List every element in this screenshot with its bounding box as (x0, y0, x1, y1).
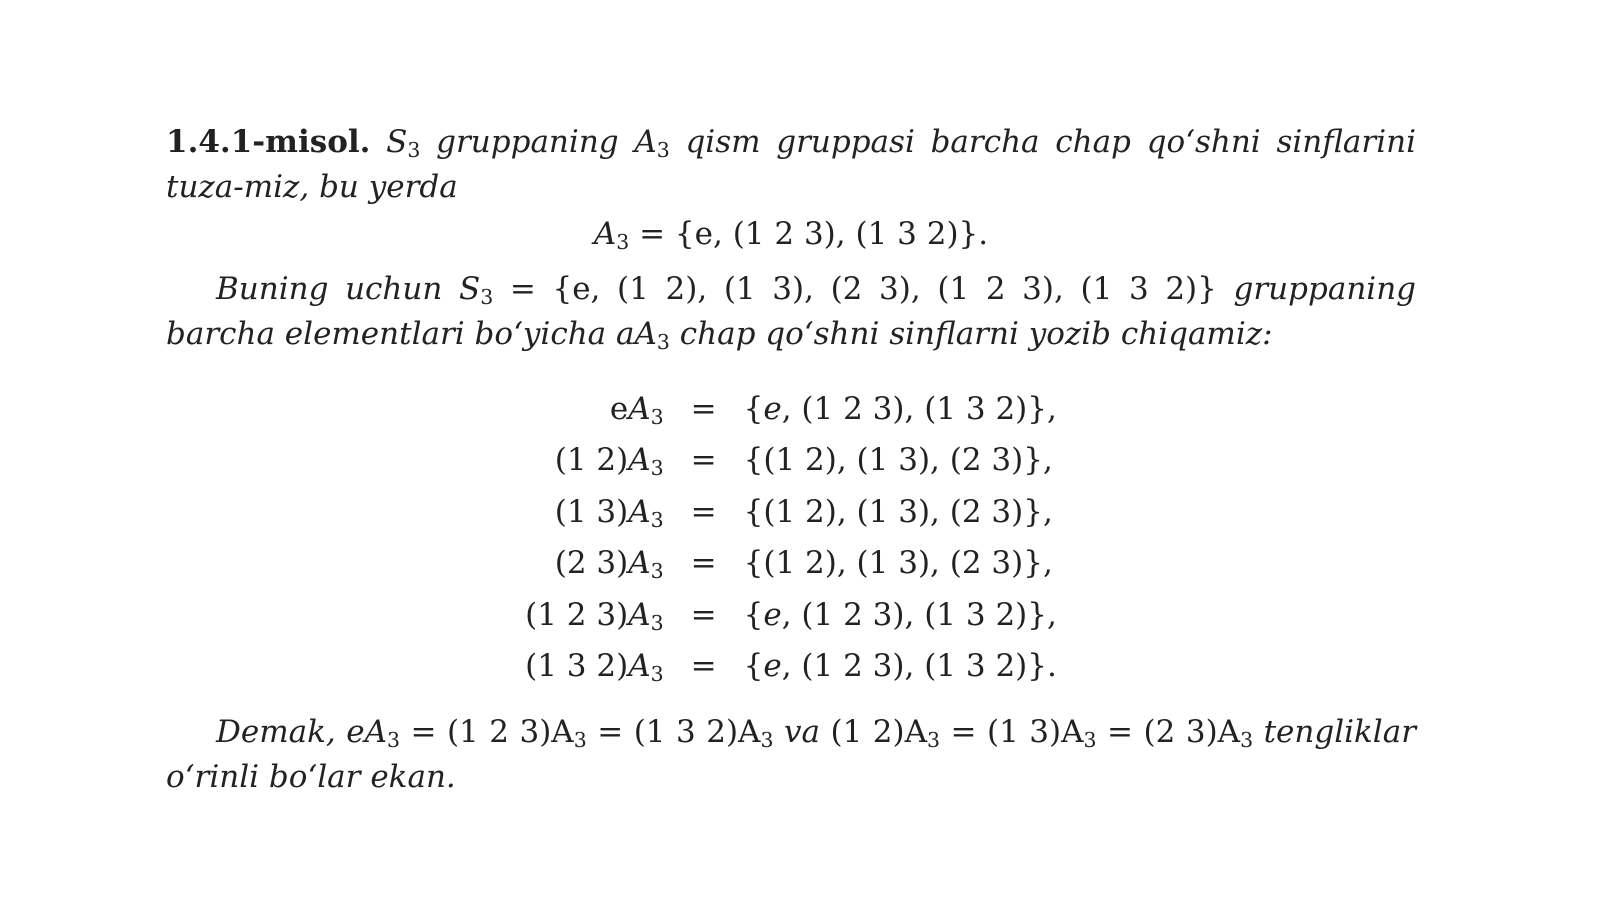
coset-symbol: $aA_3$ (616, 316, 670, 355)
set-definition: = {e, (1 2), (1 3), (2 3), (1 2 3), (1 3 2)} (493, 271, 1234, 307)
equation-equals: = (690, 493, 717, 530)
equation-equals: = (690, 596, 717, 633)
equation-lhs: (1 $3)A_3$ (554, 493, 664, 532)
conclusion-paragraph: Demak, $eA_3 = (1$ 2 $3)A_3 = (1$ 3 $2)A_3$ va (1 $2)A_3 = (1$ $3)A_3 = (2$ $3)A_3$ tengliklar o‘rinli bo‘lar ekan. (166, 714, 1417, 795)
equation-rhs: {(1 2), (1 3), (2 3)}, (743, 545, 1053, 582)
equation-rhs: {(1 2), (1 3), (2 3)}, (743, 442, 1053, 479)
equation-lhs: (1 $2)A_3$ (554, 442, 664, 481)
equation-lhs: (1 3 $2)A_3$ (525, 648, 664, 687)
p2-text-b: chap qo‘shni sinflarni yozib chiqamiz: (669, 316, 1273, 352)
equation-equals: = (690, 442, 717, 479)
equation-row (525, 486, 1057, 538)
intro-text-a: gruppaning (420, 124, 635, 160)
equation-row (525, 641, 1057, 693)
equation-equals: = (690, 545, 717, 582)
equation-row (525, 435, 1057, 487)
subgroup-symbol: $A_3$ (634, 124, 670, 163)
group-symbol: $S_3$ (386, 124, 421, 163)
document-page (166, 120, 1416, 800)
set-symbol: $S_3$ (458, 271, 494, 310)
subgroup-definition-formula: $A_3 = \{e$, (1 2 3), (1 3 2)}. (593, 216, 989, 255)
equation-row (525, 589, 1057, 641)
p2-lead: Buning uchun (216, 271, 459, 307)
p2-text-a: gruppaning barcha elementlari bo‘yicha (166, 271, 1417, 352)
equation-equals: = (690, 648, 717, 685)
equation-rhs: {(1 2), (1 3), (2 3)}, (743, 493, 1053, 530)
example-heading: 1.4.1-misol. (166, 124, 371, 160)
equation-row (525, 538, 1057, 590)
example-intro-paragraph (166, 120, 1416, 210)
cosets-intro-paragraph (166, 267, 1416, 357)
equation-rhs: {e, (1 2 3), (1 3 2)}, (743, 596, 1057, 633)
equation-rhs: {e, (1 2 3), (1 3 2)}. (743, 648, 1057, 685)
equation-rhs: {e, (1 2 3), (1 3 2)}, (743, 390, 1057, 427)
equation-row (525, 383, 1057, 435)
equation-equals: = (690, 390, 717, 427)
equation-lhs: (1 2 $3)A_3$ (525, 596, 664, 635)
equation-lhs: (2 $3)A_3$ (554, 545, 664, 584)
coset-equations (525, 383, 1057, 692)
equation-lhs: $eA_3$ (609, 390, 664, 429)
intro-text-b: qism gruppasi barcha chap qo‘shni sinflarini tuza-miz, bu yerda (166, 124, 1416, 205)
